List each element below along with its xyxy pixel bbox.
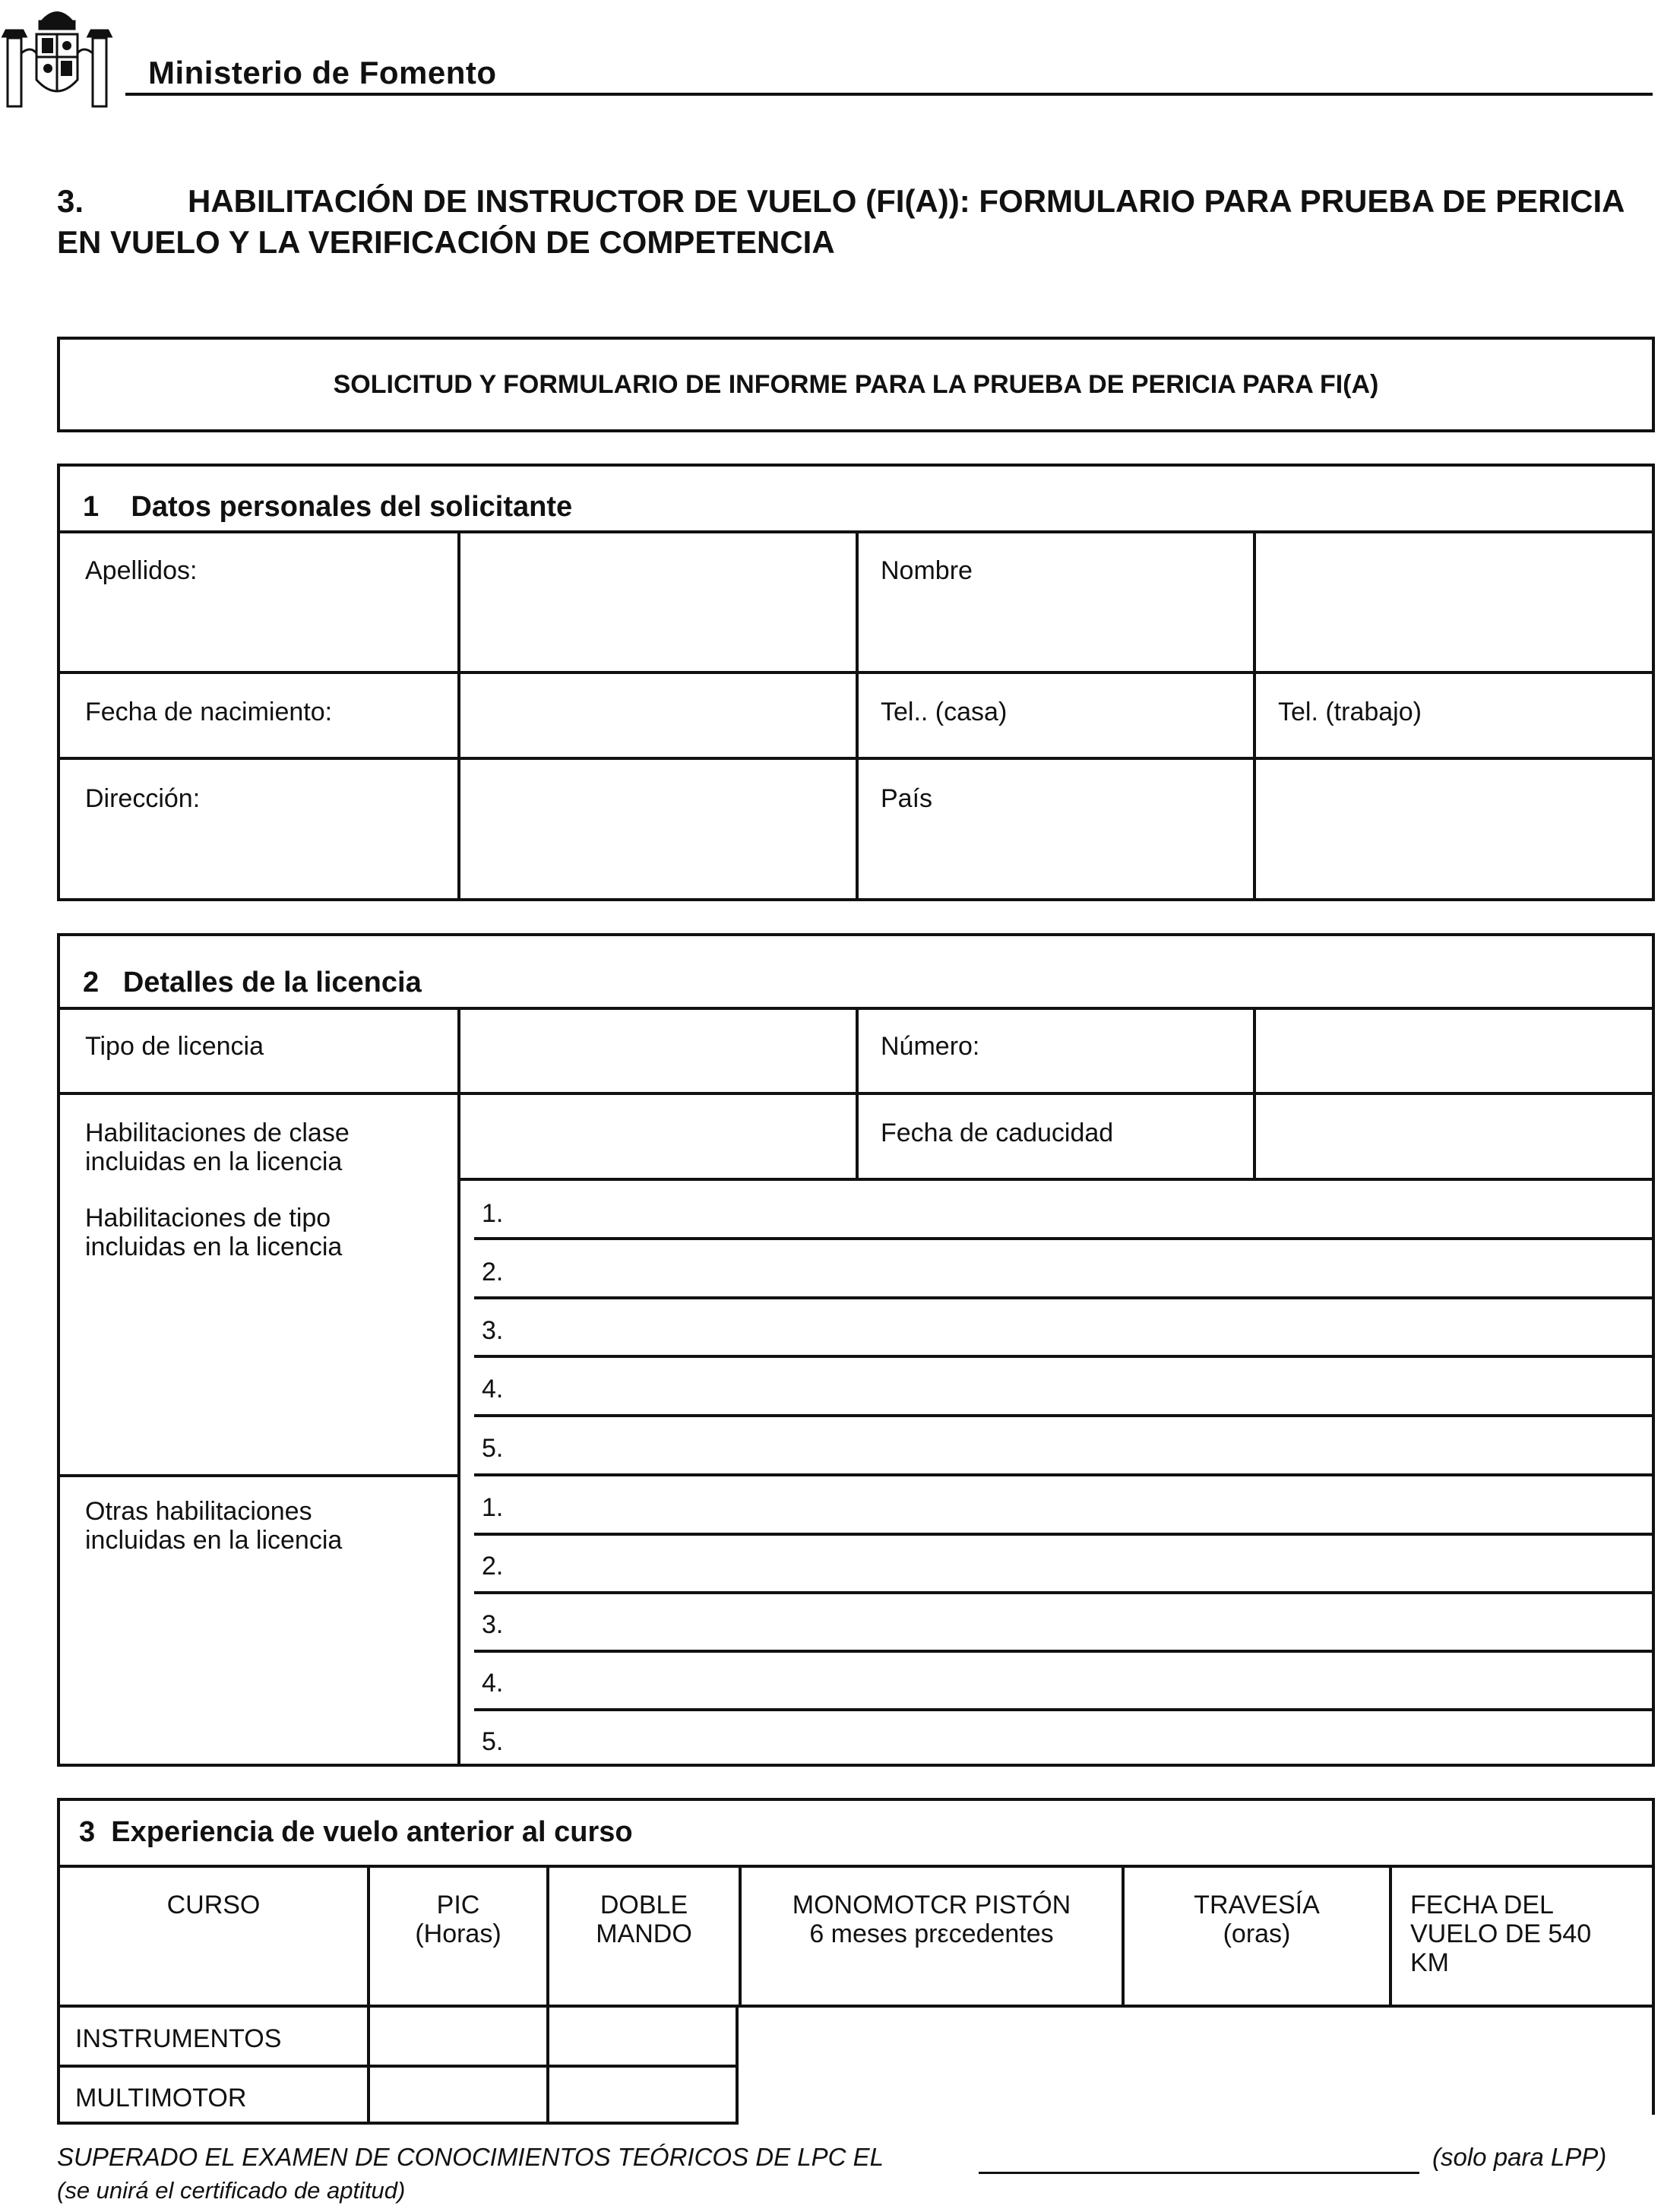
label-otras-hab-line2: incluidas en la licencia bbox=[85, 1526, 343, 1555]
col-mono-line1: MONOMOTCR PISTÓN bbox=[792, 1891, 1071, 1919]
col-fecha-vuelo bbox=[1410, 1891, 1653, 1977]
exam-date-line[interactable] bbox=[979, 2172, 1419, 2174]
other-rating-line-4: 4. bbox=[482, 1669, 504, 1698]
col-travesia-line1: TRAVESÍA bbox=[1194, 1891, 1320, 1919]
label-tel-trabajo: Tel. (trabajo) bbox=[1278, 698, 1422, 726]
section-personal-data bbox=[57, 464, 1655, 901]
label-fecha-caducidad: Fecha de caducidad bbox=[881, 1119, 1114, 1147]
type-rating-line-5: 5. bbox=[482, 1434, 504, 1463]
section-2-title-text: Detalles de la licencia bbox=[122, 967, 422, 998]
numero-field[interactable] bbox=[1256, 1010, 1655, 1092]
section-1-title bbox=[83, 491, 572, 524]
col-fecha-line2: VUELO DE 540 bbox=[1410, 1919, 1592, 1948]
other-rating-line-5: 5. bbox=[482, 1727, 504, 1756]
pais-field[interactable] bbox=[1256, 760, 1655, 901]
label-apellidos: Apellidos: bbox=[85, 556, 198, 585]
direccion-field[interactable] bbox=[460, 760, 856, 901]
experience-data-rows bbox=[57, 2005, 739, 2125]
row-instrumentos: INSTRUMENTOS bbox=[75, 2024, 282, 2053]
footer-certificate-note: (se unirá el certificado de aptitud) bbox=[57, 2177, 406, 2204]
fecha-caducidad-field[interactable] bbox=[1256, 1095, 1655, 1178]
nombre-field[interactable] bbox=[1256, 533, 1655, 671]
tipo-licencia-field[interactable] bbox=[460, 1010, 856, 1092]
label-tipo-licencia: Tipo de licencia bbox=[85, 1032, 264, 1061]
label-hab-clase-line1: Habilitaciones de clase bbox=[85, 1119, 350, 1147]
footer-exam-text: SUPERADO EL EXAMEN DE CONOCIMIENTOS TEÓRICOS DE LPC EL bbox=[57, 2143, 884, 2171]
multimotor-pic-cell[interactable] bbox=[370, 2068, 546, 2122]
apellidos-field[interactable] bbox=[460, 533, 856, 671]
section-3-title bbox=[79, 1816, 633, 1849]
label-pais: País bbox=[881, 784, 933, 813]
label-otras-hab bbox=[85, 1497, 342, 1555]
form-banner bbox=[57, 337, 1655, 432]
hab-clase-field[interactable] bbox=[460, 1095, 856, 1178]
col-fecha-line1: FECHA DEL bbox=[1410, 1891, 1554, 1919]
section-1-title-text: Datos personales del solicitante bbox=[131, 491, 573, 523]
section-license-details bbox=[57, 933, 1655, 1767]
multimotor-doble-cell[interactable] bbox=[549, 2068, 736, 2122]
label-nombre: Nombre bbox=[881, 556, 973, 585]
coat-of-arms-icon bbox=[0, 0, 114, 114]
table-right-edge bbox=[1652, 2005, 1655, 2115]
type-rating-line-2: 2. bbox=[482, 1258, 504, 1286]
header-divider bbox=[125, 93, 1653, 96]
label-numero: Número: bbox=[881, 1032, 980, 1061]
ministry-name: Ministerio de Fomento bbox=[148, 55, 497, 90]
label-hab-clase bbox=[85, 1119, 350, 1176]
label-hab-clase-line2: incluidas en la licencia bbox=[85, 1147, 343, 1176]
col-doble-mando bbox=[549, 1891, 739, 1948]
footer-lpp-note: (solo para LPP) bbox=[1432, 2143, 1607, 2171]
col-curso: CURSO bbox=[166, 1891, 261, 1919]
section-3-number: 3 bbox=[79, 1816, 96, 1848]
col-pic-line2: (Horas) bbox=[415, 1919, 501, 1948]
label-direccion: Dirección: bbox=[85, 784, 201, 813]
section-2-title bbox=[83, 967, 422, 999]
col-doble-line1: DOBLE bbox=[600, 1891, 688, 1919]
section-3-title-text: Experiencia de vuelo anterior al curso bbox=[111, 1816, 633, 1848]
col-mono-line2: 6 meses prεcedentes bbox=[809, 1919, 1054, 1948]
col-travesia-line2: (oras) bbox=[1223, 1919, 1291, 1948]
col-fecha-line3: KM bbox=[1410, 1948, 1449, 1977]
label-hab-tipo bbox=[85, 1204, 342, 1261]
instrumentos-pic-cell[interactable] bbox=[370, 2008, 546, 2065]
label-hab-tipo-line2: incluidas en la licencia bbox=[85, 1233, 343, 1261]
section-2-number: 2 bbox=[83, 967, 100, 998]
experience-header-row bbox=[57, 1865, 1655, 2008]
title-text: HABILITACIÓN DE INSTRUCTOR DE VUELO (FI(A)): FORMULARIO PARA PRUEBA DE PERICIA EN VUELO Y LA VERIFICACIÓN DE COMPETENCIA bbox=[57, 183, 1624, 260]
section-3-header bbox=[57, 1798, 1655, 1868]
col-pic-line1: PIC bbox=[436, 1891, 480, 1919]
type-rating-line-4: 4. bbox=[482, 1375, 504, 1403]
form-banner-text: SOLICITUD Y FORMULARIO DE INFORME PARA LA PRUEBA DE PERICIA PARA FI(A) bbox=[333, 369, 1379, 399]
label-otras-hab-line1: Otras habilitaciones bbox=[85, 1497, 312, 1526]
document-title bbox=[57, 181, 1660, 263]
label-fecha-nacimiento: Fecha de nacimiento: bbox=[85, 698, 333, 726]
col-travesia bbox=[1125, 1891, 1389, 1948]
col-monomotor bbox=[742, 1891, 1122, 1948]
type-rating-line-1: 1. bbox=[482, 1199, 504, 1228]
section-1-number: 1 bbox=[83, 491, 100, 523]
type-rating-line-3: 3. bbox=[482, 1316, 504, 1345]
other-rating-line-1: 1. bbox=[482, 1493, 504, 1522]
title-number: 3. bbox=[57, 183, 84, 219]
fecha-nacimiento-field[interactable] bbox=[460, 674, 856, 757]
section-flight-experience bbox=[57, 1798, 1655, 2121]
col-pic bbox=[370, 1891, 546, 1948]
label-hab-tipo-line1: Habilitaciones de tipo bbox=[85, 1204, 331, 1233]
col-doble-line2: MANDO bbox=[596, 1919, 692, 1948]
other-rating-line-2: 2. bbox=[482, 1552, 504, 1581]
other-rating-line-3: 3. bbox=[482, 1610, 504, 1639]
instrumentos-doble-cell[interactable] bbox=[549, 2008, 736, 2065]
label-tel-casa: Tel.. (casa) bbox=[881, 698, 1008, 726]
row-multimotor: MULTIMOTOR bbox=[75, 2084, 247, 2112]
